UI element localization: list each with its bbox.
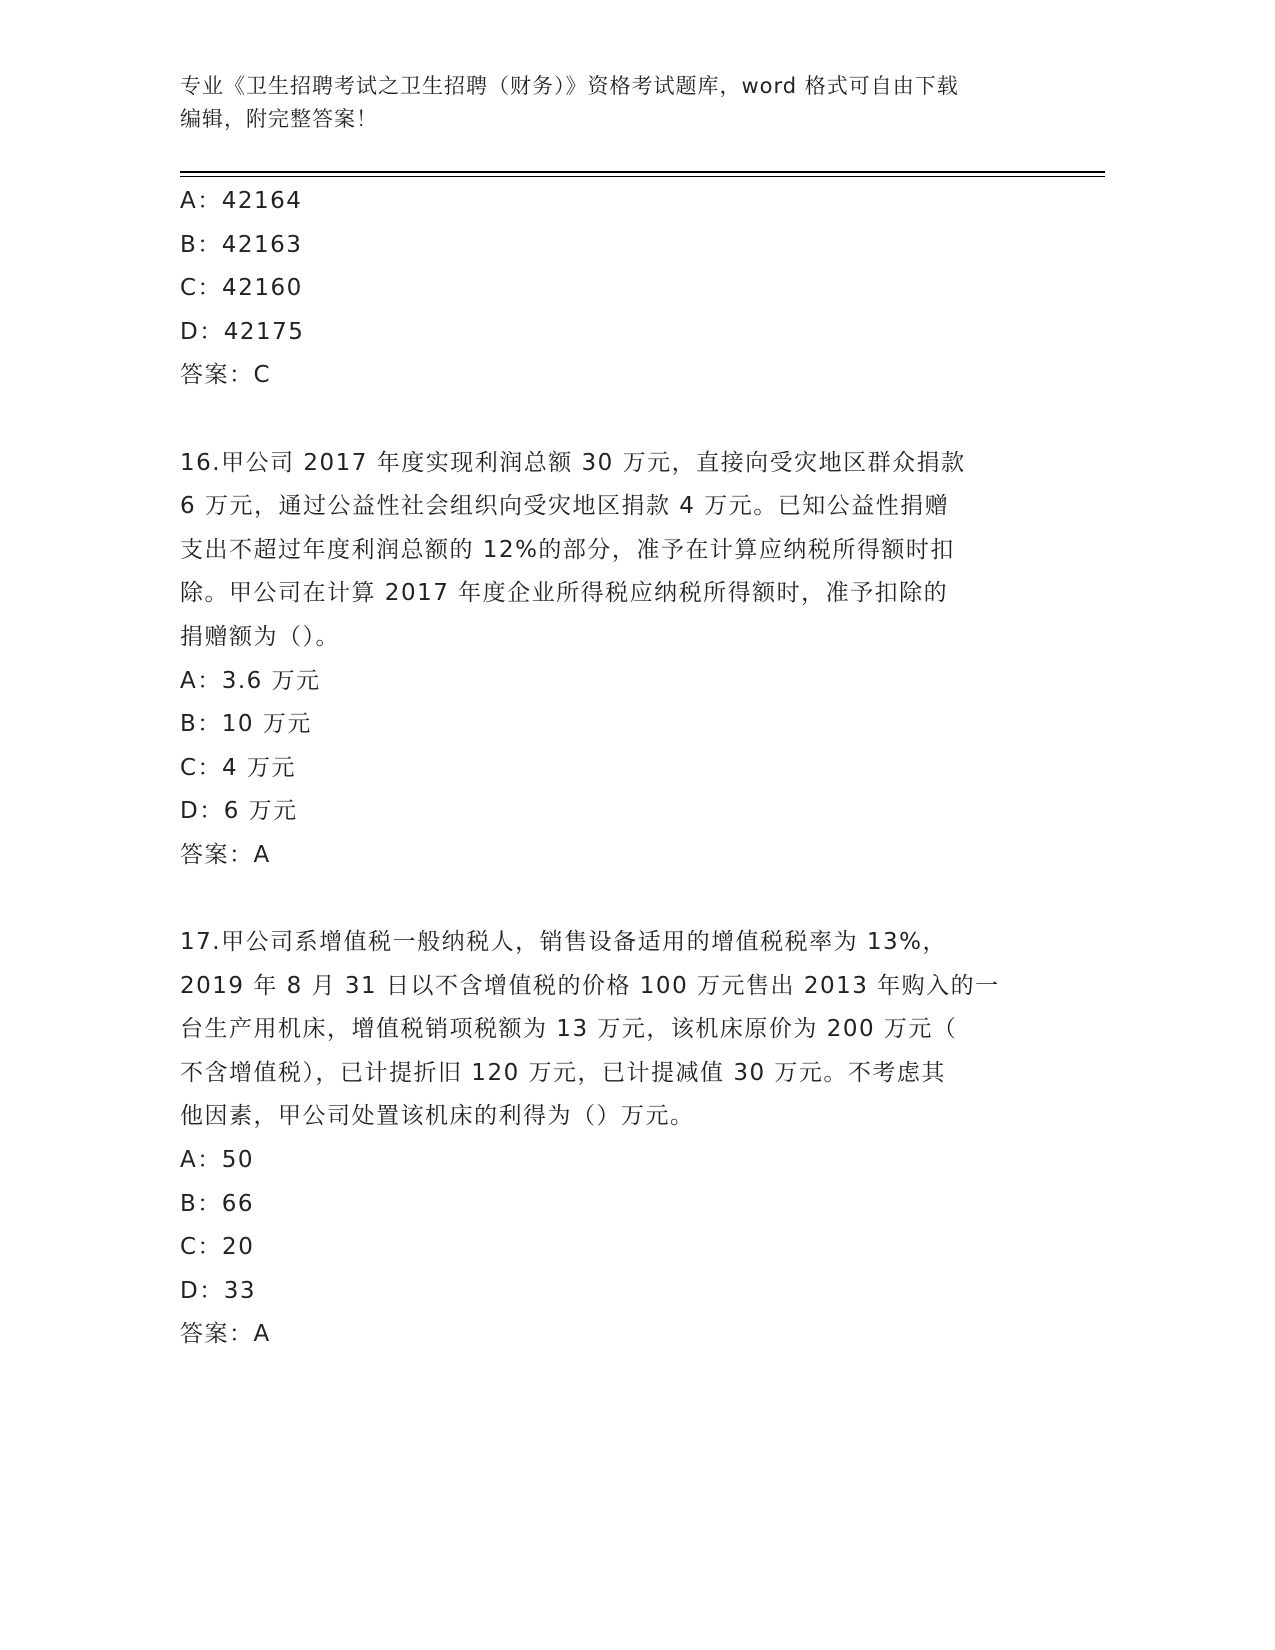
document-body <box>180 180 1000 1357</box>
question-text-line: 除。甲公司在计算 2017 年度企业所得税应纳税所得额时，准予扣除的 <box>180 580 949 607</box>
question-16 <box>180 442 1000 878</box>
question-text-line: 17.甲公司系增值税一般纳税人，销售设备适用的增值税税率为 13%， <box>180 929 948 956</box>
option-a: A：50 <box>180 1147 255 1174</box>
question-text-line: 6 万元，通过公益性社会组织向受灾地区捐款 4 万元。已知公益性捐赠 <box>180 493 950 520</box>
document-header <box>180 70 959 136</box>
header-line: 编辑，附完整答案！ <box>180 107 378 131</box>
option-c: C：20 <box>180 1234 255 1261</box>
question-text-line: 不含增值税），已计提折旧 120 万元，已计提减值 30 万元。不考虑其 <box>180 1059 946 1086</box>
option-b: B：42163 <box>180 231 303 258</box>
option-a: A：3.6 万元 <box>180 667 321 694</box>
option-c: C：42160 <box>180 275 303 302</box>
question-text-line: 16.甲公司 2017 年度实现利润总额 30 万元，直接向受灾地区群众捐款 <box>180 449 966 476</box>
question-text-line: 他因素，甲公司处置该机床的利得为（）万元。 <box>180 1103 695 1130</box>
option-d: D：6 万元 <box>180 798 298 825</box>
answer: 答案：A <box>180 1321 271 1348</box>
question-text-line: 2019 年 8 月 31 日以不含增值税的价格 100 万元售出 2013 年购入的一 <box>180 972 1000 999</box>
question-15 <box>180 180 1000 398</box>
option-b: B：66 <box>180 1190 255 1217</box>
question-17 <box>180 921 1000 1357</box>
header-divider-thick <box>180 171 1105 173</box>
option-b: B：10 万元 <box>180 711 312 738</box>
answer: 答案：A <box>180 841 271 868</box>
header-divider-thin <box>180 176 1105 177</box>
option-d: D：42175 <box>180 318 305 345</box>
option-a: A：42164 <box>180 188 303 214</box>
option-c: C：4 万元 <box>180 754 297 781</box>
option-d: D：33 <box>180 1277 256 1304</box>
answer: 答案：C <box>180 362 272 389</box>
question-text-line: 支出不超过年度利润总额的 12%的部分，准予在计算应纳税所得额时扣 <box>180 536 955 563</box>
question-text-line: 捐赠额为（）。 <box>180 623 340 650</box>
header-line: 专业《卫生招聘考试之卫生招聘（财务）》资格考试题库，word 格式可自由下载 <box>180 74 959 98</box>
question-text-line: 台生产用机床，增值税销项税额为 13 万元，该机床原价为 200 万元（ <box>180 1016 958 1043</box>
